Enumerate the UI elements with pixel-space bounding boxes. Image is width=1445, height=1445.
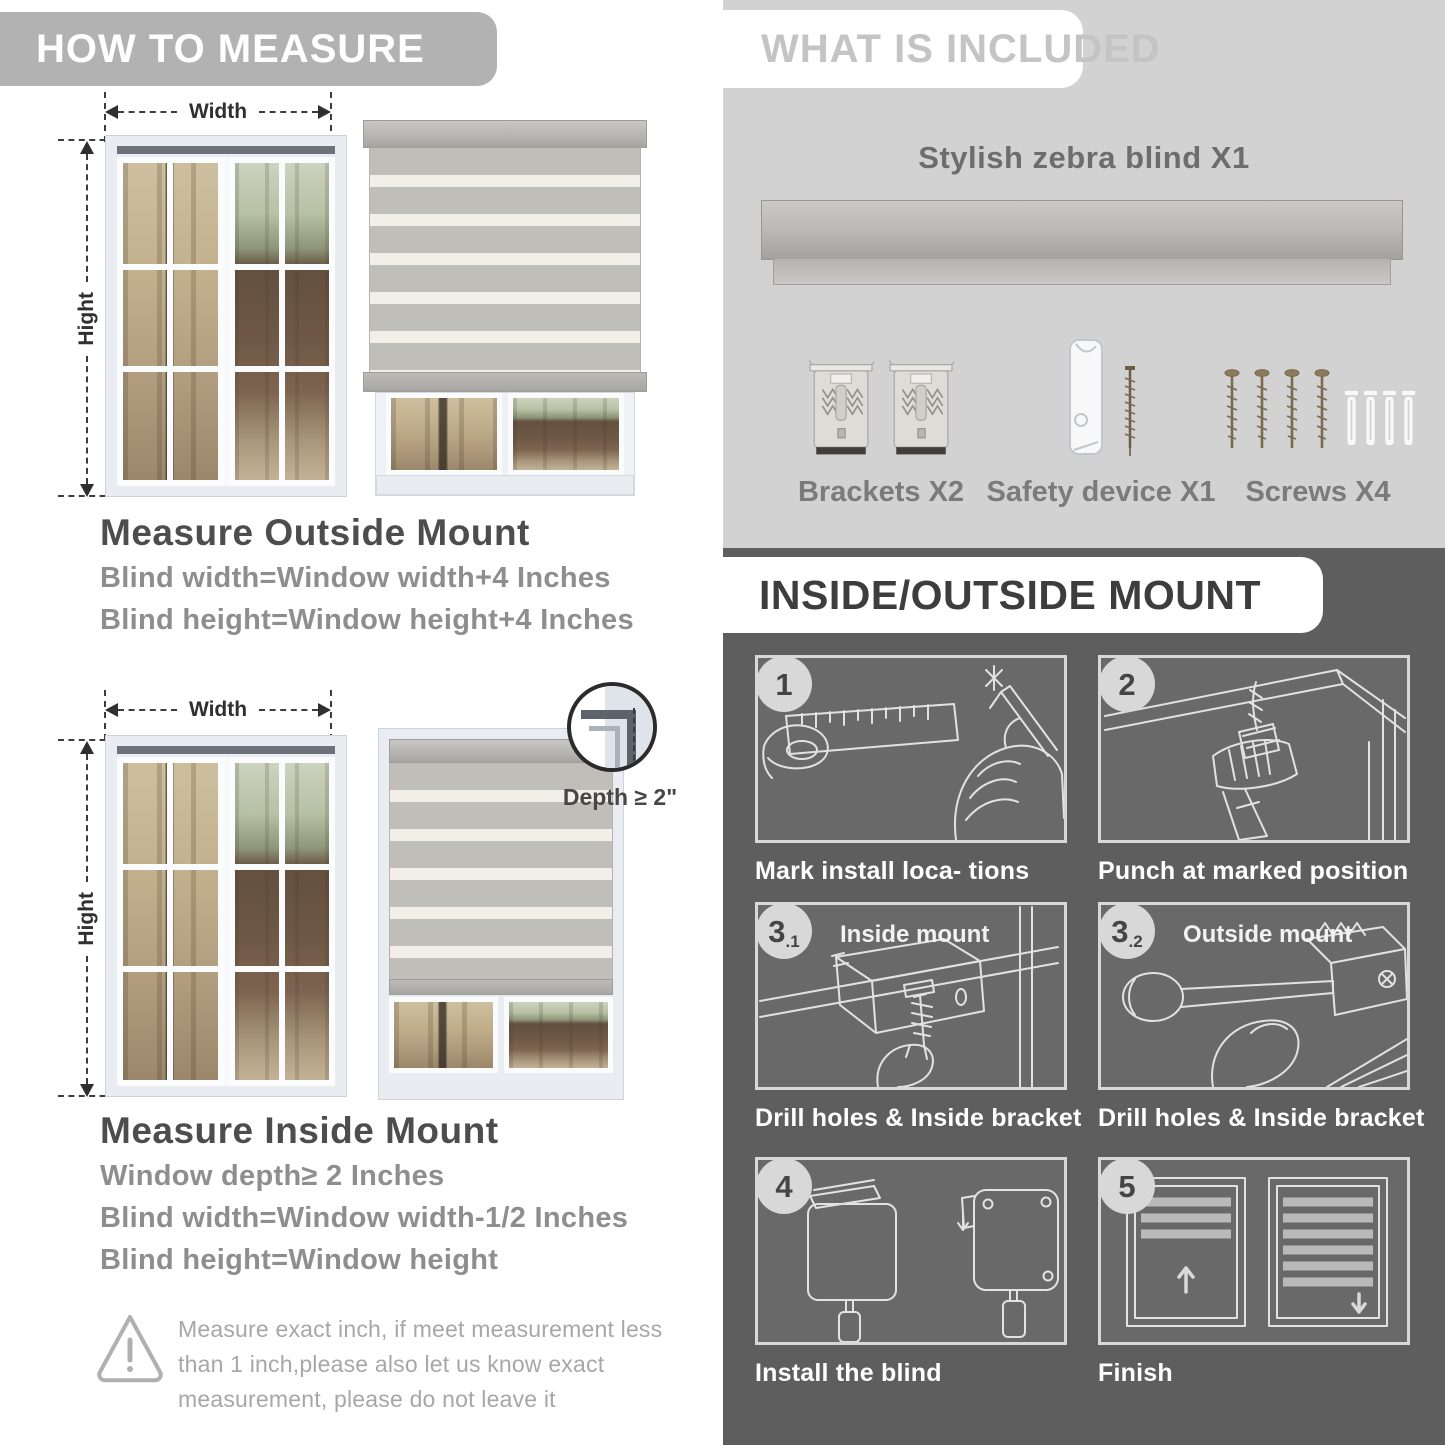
extension-line <box>330 690 332 740</box>
step-1-caption: Mark install loca- tions <box>755 857 1030 885</box>
width-label: Width <box>188 100 248 123</box>
mount-title: INSIDE/OUTSIDE MOUNT <box>759 571 1262 618</box>
width-arrow-inside <box>105 698 331 722</box>
arrow-up-icon <box>80 741 94 754</box>
step-1-badge: 1 <box>756 656 812 712</box>
step-3-2-caption: Drill holes & Inside bracket <box>1098 1104 1425 1132</box>
window-pane-right <box>229 757 336 1086</box>
step-1-panel <box>755 655 1067 843</box>
window-head-rail <box>117 146 335 154</box>
what-is-included-header <box>723 10 1161 88</box>
window-below-blind <box>389 997 613 1073</box>
depth-label: Depth ≥ 2" <box>562 784 678 810</box>
what-is-included-title: WHAT IS INCLUDED <box>761 26 1161 71</box>
arrow-down-icon <box>80 484 94 497</box>
step-5-badge: 5 <box>1099 1158 1155 1214</box>
included-brackets <box>771 332 991 509</box>
measure-note-line: than 1 inch,please also let us know exact <box>178 1351 605 1377</box>
window-pane-left <box>117 157 224 486</box>
brackets-caption: Brackets X2 <box>797 476 965 508</box>
step-4-badge: 4 <box>756 1158 812 1214</box>
warning-triangle-icon <box>95 1310 165 1390</box>
height-label: Hight <box>75 892 98 946</box>
window-pane-left <box>117 757 224 1086</box>
step-3-1 <box>755 902 1082 1133</box>
arrow-up-icon <box>80 141 94 154</box>
measure-note-line: Measure exact inch, if meet measurement less <box>178 1316 663 1342</box>
magnifier-circle-icon <box>567 682 657 772</box>
outside-mount-line: Blind width=Window width+4 Inches <box>100 562 611 594</box>
window-below-blind <box>375 392 635 496</box>
included-safety-device <box>986 332 1216 509</box>
height-label: Hight <box>75 292 98 346</box>
height-arrow-inside <box>76 741 98 1097</box>
brackets-icon <box>808 332 954 460</box>
arrow-down-icon <box>80 1084 94 1097</box>
arrow-left-icon <box>105 105 118 119</box>
step-3-2-title: Outside mount <box>1183 921 1353 948</box>
step-5 <box>1098 1157 1410 1388</box>
step-2-panel <box>1098 655 1410 843</box>
mount-header <box>723 557 1323 633</box>
step-3-2-badge: 3 .2 <box>1099 903 1155 959</box>
step-3-1-panel <box>755 902 1067 1090</box>
inside-mount-line: Window depth≥ 2 Inches <box>100 1160 445 1192</box>
step-3-2 <box>1098 902 1425 1133</box>
zebra-blind-headrail <box>761 200 1403 260</box>
how-to-measure-title: HOW TO MEASURE <box>36 26 425 71</box>
step-2-caption: Punch at marked position <box>1098 857 1409 885</box>
window-photo-inside <box>105 735 347 1097</box>
step-2 <box>1098 655 1410 886</box>
inside-mount-line: Blind width=Window width-1/2 Inches <box>100 1202 629 1234</box>
step-3-1-title: Inside mount <box>840 921 990 948</box>
window-photo-outside <box>105 135 347 497</box>
blind-bottom-rail <box>389 979 613 995</box>
height-arrow-outside <box>76 141 98 497</box>
step-5-panel <box>1098 1157 1410 1345</box>
extension-line <box>104 690 106 740</box>
blind-item-label: Stylish zebra blind X1 <box>918 140 1250 175</box>
step-1 <box>755 655 1067 886</box>
what-is-included-section <box>723 0 1445 548</box>
step-3-2-panel <box>1098 902 1410 1090</box>
blind-stripes <box>369 148 641 372</box>
arrow-left-icon <box>105 703 118 717</box>
step-5-caption: Finish <box>1098 1359 1173 1387</box>
safety-device-caption: Safety device X1 <box>986 476 1216 508</box>
step-3-1-caption: Drill holes & Inside bracket <box>755 1104 1082 1132</box>
screws-caption: Screws X4 <box>1245 476 1391 508</box>
outside-mount-line: Blind height=Window height+4 Inches <box>100 604 634 636</box>
inside-mount-line: Blind height=Window height <box>100 1244 499 1276</box>
outside-mount-title: Measure Outside Mount <box>100 512 530 553</box>
step-4 <box>755 1157 1067 1388</box>
width-label: Width <box>188 698 248 721</box>
step-4-caption: Install the blind <box>755 1359 942 1387</box>
how-to-measure-header <box>0 12 497 86</box>
width-arrow-outside <box>105 100 331 124</box>
step-2-badge: 2 <box>1099 656 1155 712</box>
step-4-panel <box>755 1157 1067 1345</box>
included-screws <box>1213 332 1423 509</box>
mount-section <box>723 548 1445 1445</box>
window-pane-right <box>229 157 336 486</box>
blind-valance <box>363 120 647 148</box>
measure-note-line: measurement, please do not leave it <box>178 1386 556 1412</box>
screws-icon <box>1218 332 1418 460</box>
blind-bottom-rail <box>363 372 647 392</box>
inside-mount-title: Measure Inside Mount <box>100 1110 499 1151</box>
step-3-1-badge: 3 .1 <box>756 903 812 959</box>
window-head-rail <box>117 746 335 754</box>
safety-device-icon <box>1064 332 1138 460</box>
zebra-blind-headrail-lip <box>773 259 1391 285</box>
zebra-blind-outside <box>363 120 647 496</box>
